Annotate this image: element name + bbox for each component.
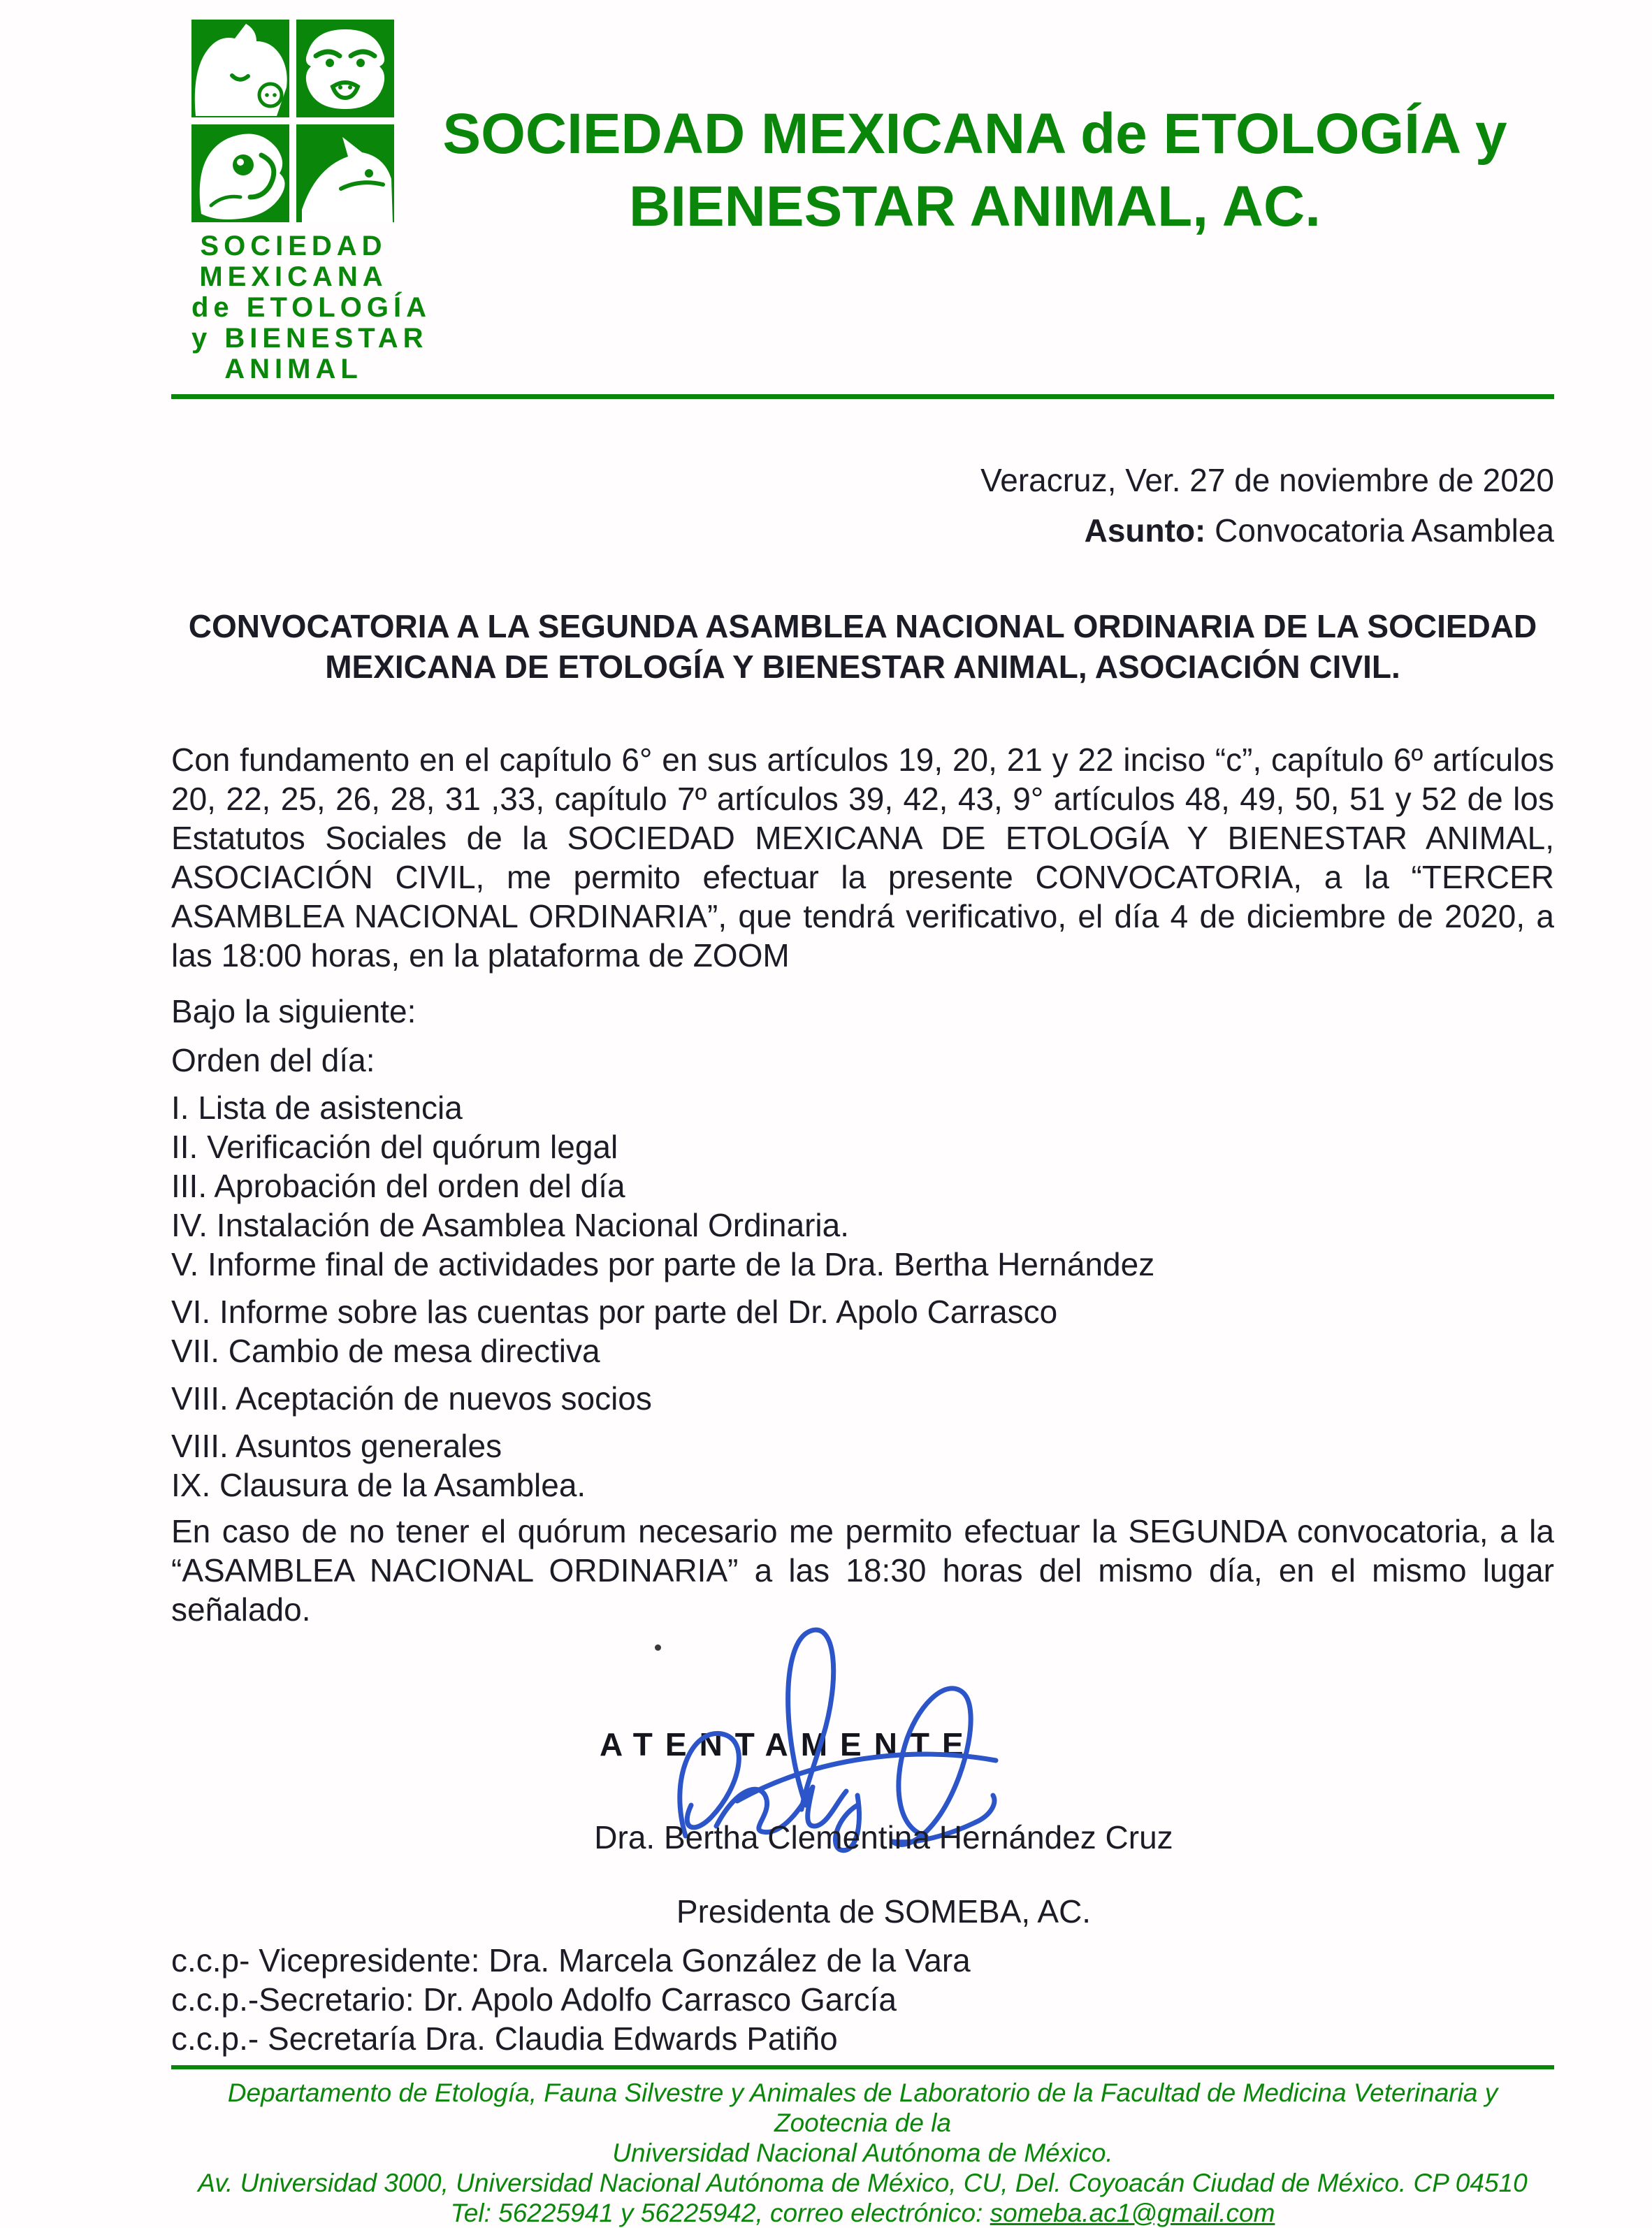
gorilla-icon — [306, 29, 384, 109]
subject-value: Convocatoria Asamblea — [1205, 512, 1554, 549]
signer-role: Presidenta de SOMEBA, AC. — [676, 1893, 1092, 1930]
agenda-group — [171, 1426, 1554, 1505]
header-divider — [171, 394, 1554, 399]
agenda-title: Orden del día: — [171, 1042, 375, 1078]
footer-contact-prefix: Tel: 56225941 y 56225942, correo electrónico: — [450, 2199, 990, 2227]
document-title — [171, 606, 1554, 687]
footer — [171, 2078, 1554, 2228]
date-line: Veracruz, Ver. 27 de noviembre de 2020 — [980, 462, 1554, 498]
agenda-item: III. Aprobación del orden del día — [171, 1168, 625, 1204]
subject-label: Asunto: — [1084, 512, 1206, 549]
footer-line: Universidad Nacional Autónoma de México. — [612, 2139, 1113, 2167]
logo-text-line: y BIENESTAR — [191, 323, 428, 354]
footer-divider — [171, 2065, 1554, 2069]
agenda-item: VII. Cambio de mesa directiva — [171, 1333, 600, 1369]
logo-animals-icon — [191, 20, 396, 224]
signer-name: Dra. Bertha Clementina Hernández Cruz — [594, 1819, 1173, 1856]
cc-line: c.c.p.- Secretaría Dra. Claudia Edwards Patiño — [171, 2020, 838, 2057]
email-link[interactable]: someba.ac1@gmail.com — [990, 2199, 1275, 2227]
logo-text-line: de ETOLOGÍA — [191, 292, 431, 323]
agenda-item: IV. Instalación de Asamblea Nacional Ordinaria. — [171, 1207, 849, 1243]
cc-line: c.c.p- Vicepresidente: Dra. Marcela González de la Vara — [171, 1942, 971, 1979]
society-title — [396, 20, 1554, 243]
cc-block — [171, 1941, 1554, 2058]
intro-line: Bajo la siguiente: — [171, 993, 416, 1029]
agenda-item: I. Lista de asistencia — [171, 1090, 463, 1126]
document-title-line: MEXICANA DE ETOLOGÍA Y BIENESTAR ANIMAL, ASOCIACIÓN CIVIL. — [325, 649, 1400, 685]
logo-text-line: SOCIEDAD — [200, 231, 387, 261]
signature-block — [171, 1636, 1554, 1867]
opening-paragraph: Con fundamento en el capítulo 6° en sus artículos 19, 20, 21 y 22 inciso “c”, capítulo 6º artículos 20, 22, 25, 26, 28, 31 ,33, capítulo 7º artículos 39, 42, 43, 9° artículos 48, 49, 50, 51 y 52 de los Estatutos Sociales de la SOCIEDAD MEXICANA DE ETOLOGÍA Y BIENESTAR ANIMAL, ASOCIACIÓN CIVIL, me permito efectuar la presente CONVOCATORIA, a la “TERCER ASAMBLEA NACIONAL ORDINARIA”, que tendrá verificativo, el día 4 de diciembre de 2020, a las 18:00 horas, en la plataforma de ZOOM — [171, 742, 1554, 974]
footer-line: Av. Universidad 3000, Universidad Nacional Autónoma de México, CU, Del. Coyoacán Ciudad de México. CP 04510 — [198, 2169, 1528, 2197]
agenda-item: VIII. Asuntos generales — [171, 1428, 502, 1464]
society-title-line: BIENESTAR ANIMAL, AC. — [628, 175, 1321, 238]
footer-contact-line — [171, 2198, 1554, 2228]
agenda-item: V. Informe final de actividades por parte de la Dra. Bertha Hernández — [171, 1246, 1155, 1282]
someba-logo — [191, 20, 431, 384]
letterhead — [171, 20, 1554, 384]
agenda-group — [171, 1379, 1554, 1418]
subject-line — [171, 511, 1554, 550]
agenda-item: IX. Clausura de la Asamblea. — [171, 1467, 586, 1503]
document-title-line: CONVOCATORIA A LA SEGUNDA ASAMBLEA NACIONAL ORDINARIA DE LA SOCIEDAD — [188, 608, 1537, 644]
agenda-group — [171, 1292, 1554, 1370]
agenda-item: VIII. Aceptación de nuevos socios — [171, 1380, 652, 1417]
agenda-item: II. Verificación del quórum legal — [171, 1129, 618, 1165]
society-title-line: SOCIEDAD MEXICANA de ETOLOGÍA y — [442, 102, 1507, 166]
agenda-item: VI. Informe sobre las cuentas por parte del Dr. Apolo Carrasco — [171, 1294, 1058, 1330]
footer-line: Departamento de Etología, Fauna Silvestre y Animales de Laboratorio de la Facultad de Medicina Veterinaria y Zootecnia de la — [227, 2078, 1498, 2137]
date-block — [171, 461, 1554, 550]
agenda-group — [171, 1088, 1554, 1284]
cc-line: c.c.p.-Secretario: Dr. Apolo Adolfo Carrasco García — [171, 1981, 897, 2018]
closing-paragraph: En caso de no tener el quórum necesario me permito efectuar la SEGUNDA convocatoria, a la “ASAMBLEA NACIONAL ORDINARIA” a las 18:30 horas del mismo día, en el mismo lugar señalado. — [171, 1513, 1554, 1628]
signature-salutation: ATENTAMENTE — [600, 1726, 976, 1763]
logo-wordmark — [191, 231, 431, 384]
logo-text-line: MEXICANA — [199, 261, 388, 292]
logo-text-line: ANIMAL — [224, 354, 363, 384]
